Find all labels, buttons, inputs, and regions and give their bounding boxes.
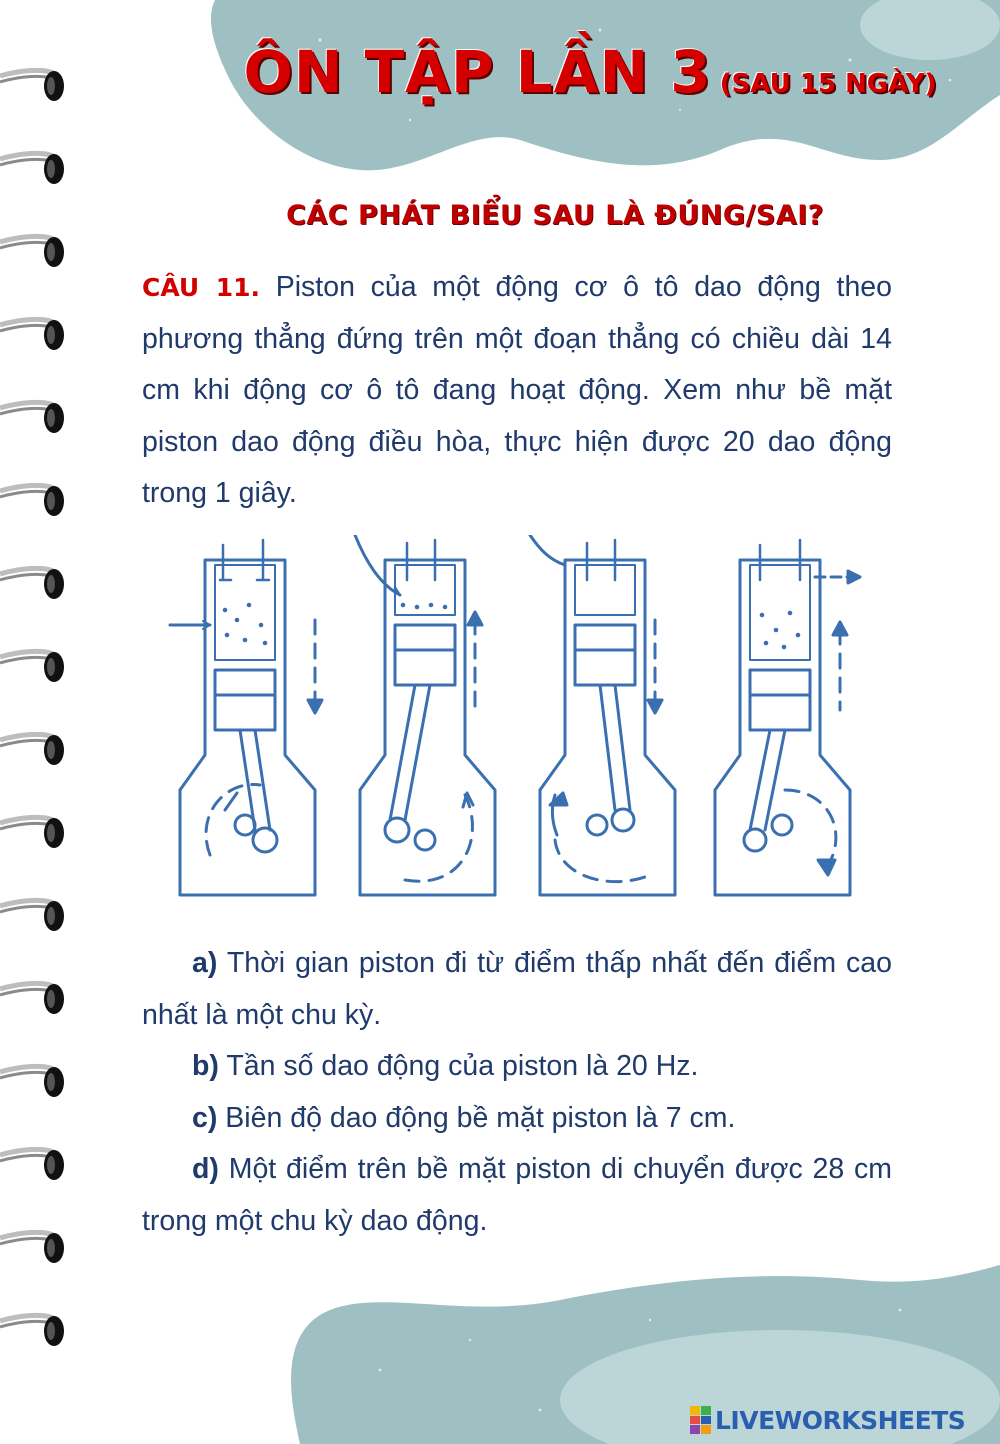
liveworksheets-logo	[690, 1403, 965, 1437]
title-sub: (SAU 15 NGÀY)	[719, 69, 937, 99]
logo-text: LIVEWORKSHEETS	[715, 1405, 966, 1435]
liveworksheets-logo-icon	[690, 1406, 712, 1434]
answer-text: Tần số dao động của piston là 20 Hz.	[226, 1050, 699, 1082]
answer-options	[142, 938, 892, 1247]
piston-exhaust-icon	[715, 540, 860, 895]
answer-label: d)	[192, 1153, 219, 1185]
piston-power-icon	[530, 535, 675, 895]
binding-ring-icon	[0, 1139, 72, 1187]
binding-ring-icon	[0, 724, 72, 772]
binding-ring-icon	[0, 890, 72, 938]
binding-ring-icon	[0, 973, 72, 1021]
question-text: Piston của một động cơ ô tô dao động theo phương thẳng đứng trên một đoạn thẳng có chiều dài 14 cm khi động cơ ô tô đang hoạt động. Xem như bề mặt piston dao động điều hòa, thực hiện được 20 dao động trong 1 giây.	[142, 271, 892, 509]
binding-ring-icon	[0, 641, 72, 689]
piston-compression-icon	[355, 535, 495, 895]
answer-item	[142, 1144, 892, 1247]
answer-label: c)	[192, 1101, 218, 1134]
answer-label: b)	[192, 1050, 219, 1082]
title-main: ÔN TẬP LẦN 3	[243, 38, 712, 106]
binding-ring-icon	[0, 60, 72, 108]
answer-item	[142, 938, 892, 1041]
binding-ring-icon	[0, 392, 72, 440]
binding-ring-icon	[0, 1056, 72, 1104]
binding-ring-icon	[0, 558, 72, 606]
question-label: CÂU 11.	[142, 273, 260, 302]
engine-strokes-figure	[165, 535, 875, 910]
binding-ring-icon	[0, 226, 72, 274]
binding-ring-icon	[0, 309, 72, 357]
binding-ring-icon	[0, 475, 72, 523]
answer-item	[142, 1093, 892, 1145]
answer-text: Một điểm trên bề mặt piston di chuyển được 28 cm trong một chu kỳ dao động.	[142, 1153, 893, 1237]
question-block	[142, 262, 892, 520]
page-title	[200, 38, 980, 106]
section-heading: CÁC PHÁT BIỂU SAU LÀ ĐÚNG/SAI?	[286, 200, 824, 231]
answer-item	[142, 1041, 892, 1093]
binding-ring-icon	[0, 807, 72, 855]
answer-text: Biên độ dao động bề mặt piston là 7 cm.	[225, 1101, 736, 1134]
answer-text: Thời gian piston đi từ điểm thấp nhất đến điểm cao nhất là một chu kỳ.	[142, 947, 892, 1031]
piston-intake-icon	[170, 540, 322, 895]
binding-ring-icon	[0, 143, 72, 191]
answer-label: a)	[192, 947, 218, 979]
